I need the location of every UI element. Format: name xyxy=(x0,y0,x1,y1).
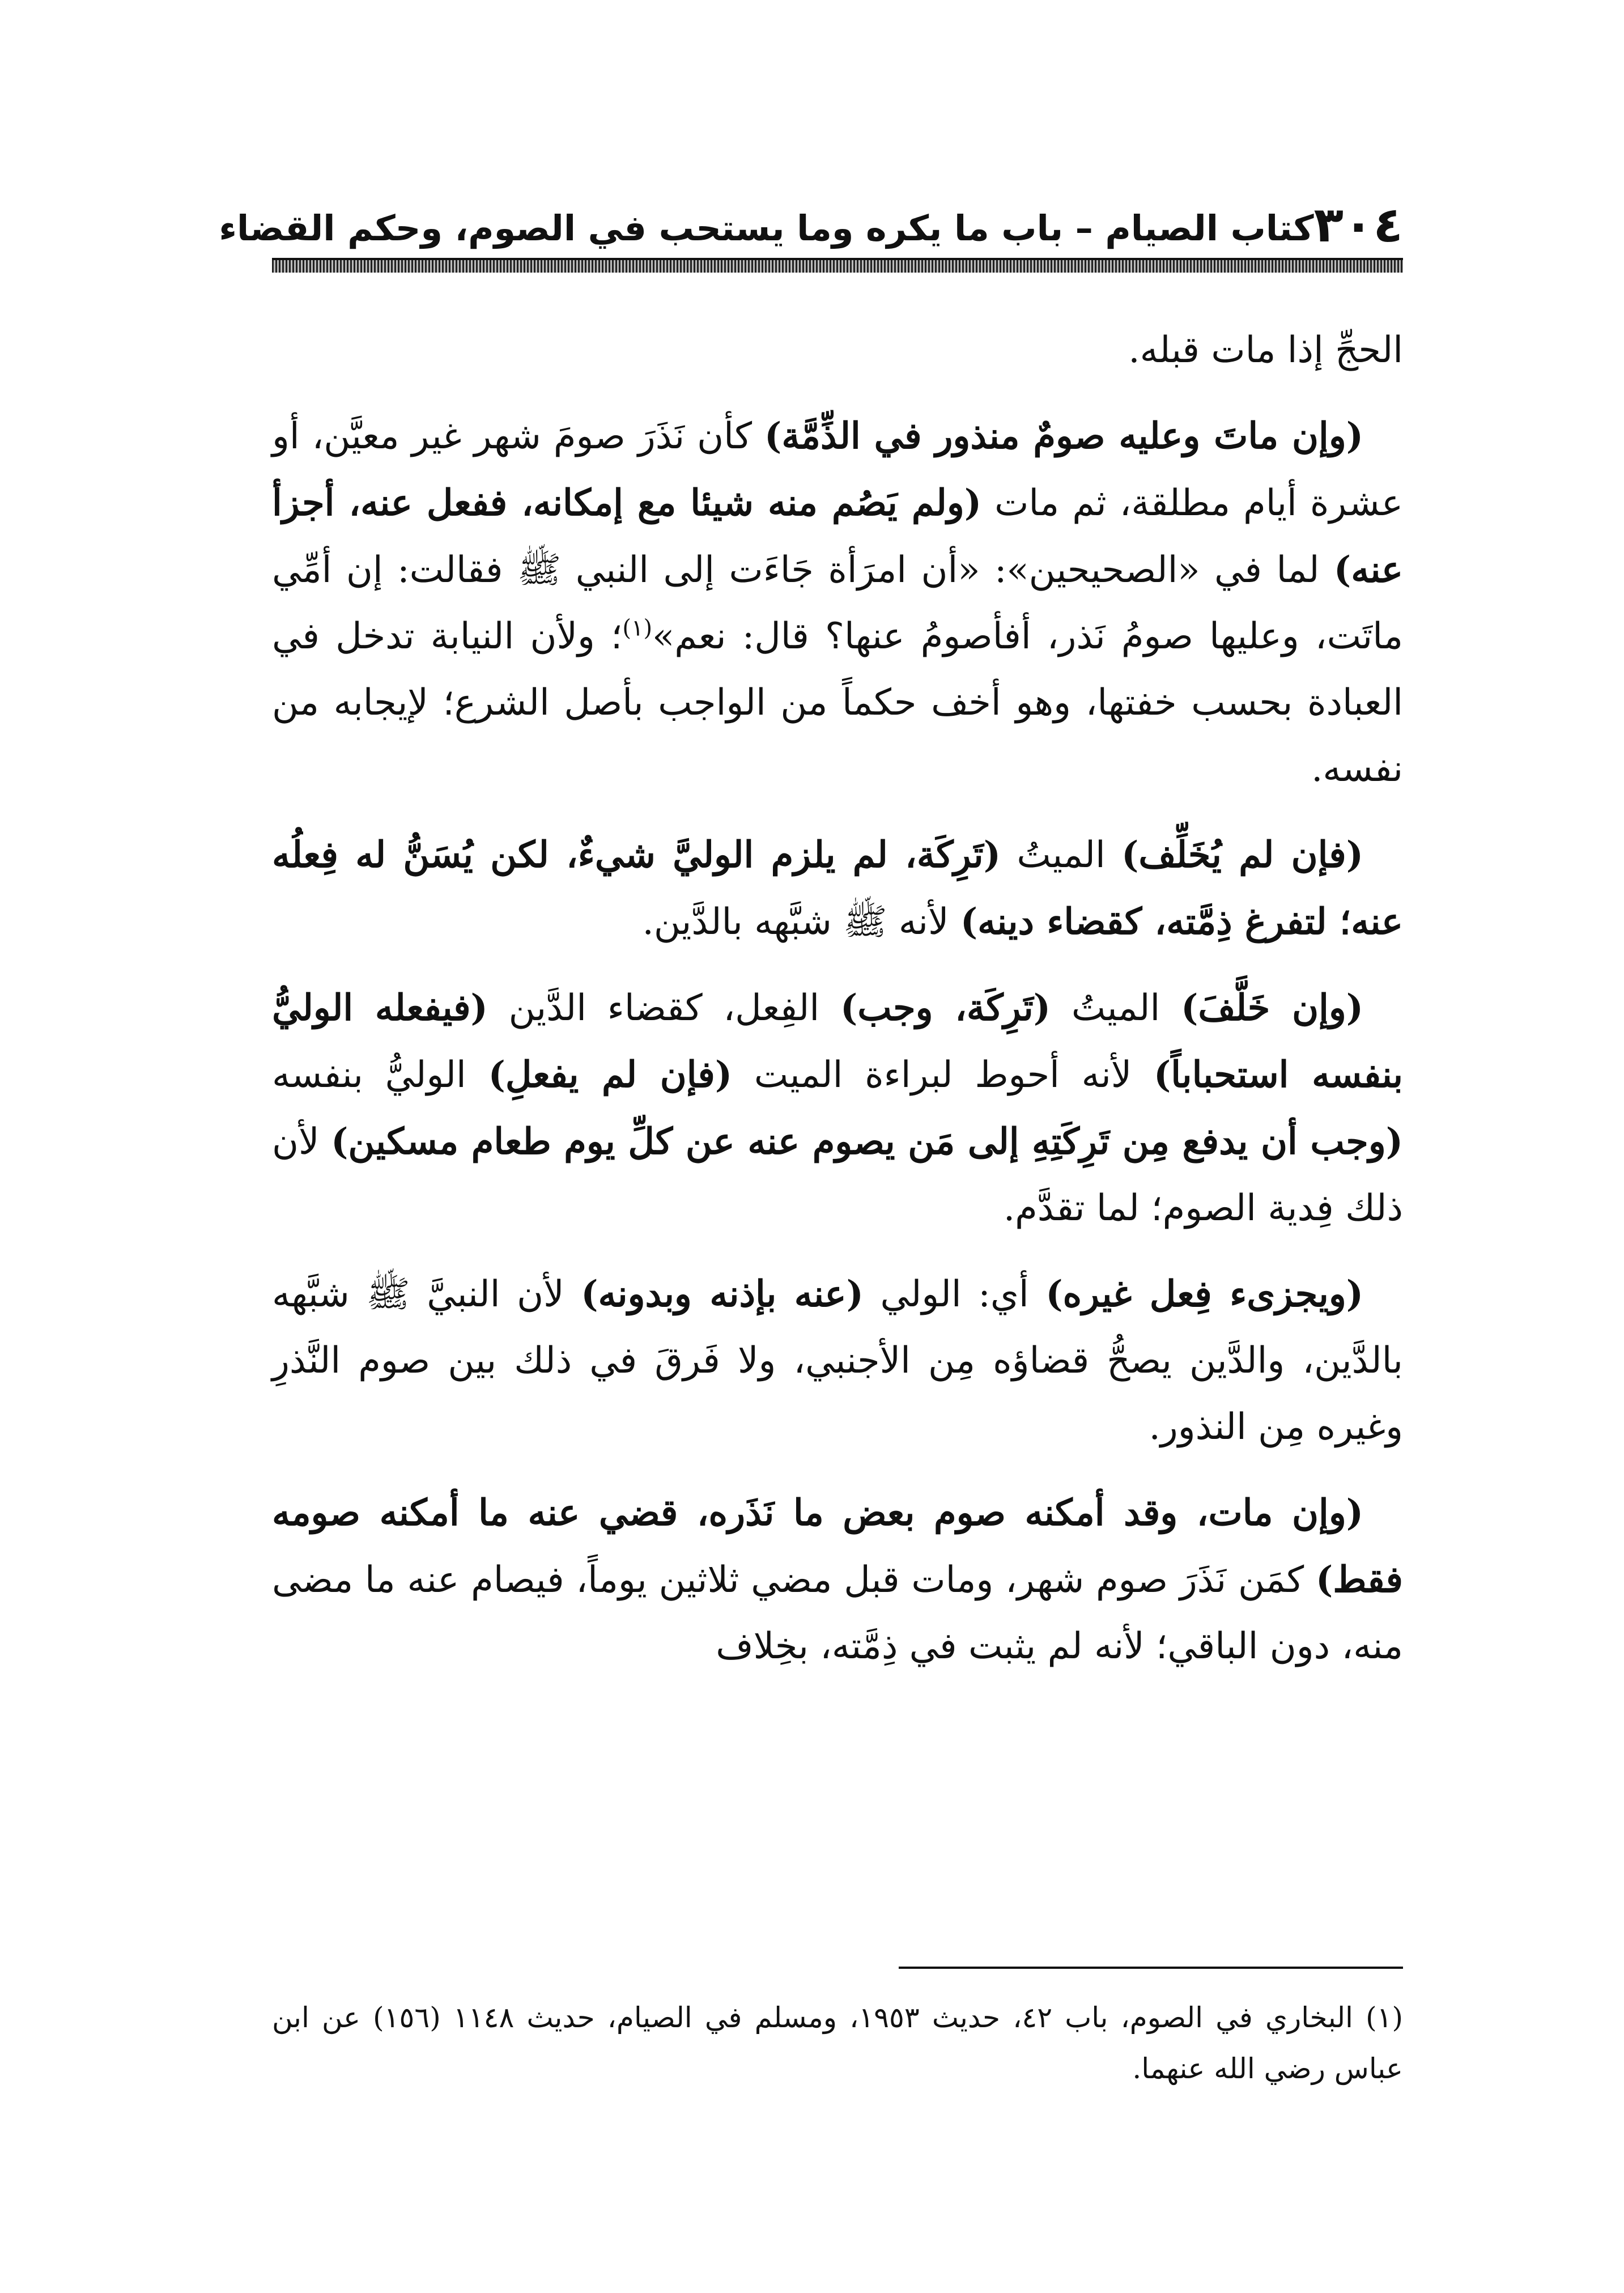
text-segment: الميتُ xyxy=(1051,987,1181,1029)
footnote-text: (١) البخاري في الصوم، باب ٤٢، حديث ١٩٥٣، ومسلم في الصيام، حديث ١١٤٨ (١٥٦) عن ابن عباس رضي الله عنهما. xyxy=(272,2001,1403,2085)
text-segment-bold: (فإن لم يُخَلِّف) xyxy=(1121,834,1363,876)
text-segment: ؛ ولأن النيابة تدخل في العبادة بحسب خفتها، وهو أخف حكماً من الواجب بأصل الشرع؛ لإيجابه من نفسه. xyxy=(272,615,1404,790)
text-segment: أي: الولي xyxy=(863,1273,1046,1315)
text-segment-bold: (تَرِكَة، وجب) xyxy=(840,987,1051,1029)
text-segment: كمَن نَذَرَ صوم شهر، ومات قبل مضي ثلاثين يوماً، فيصام عنه ما مضى منه، دون الباقي؛ لأنه لم يثبت في ذِمَّته، بخِلاف xyxy=(272,1559,1403,1667)
text-segment-bold: (وإن خَلَّفَ) xyxy=(1181,987,1364,1029)
text-segment-bold: (ولم يَصُم منه شيئا مع إمكانه، ففعل عنه، أجزأ عنه) xyxy=(272,482,1403,591)
text-segment: لأنه أحوط لبراءة الميت xyxy=(732,1054,1154,1096)
text-segment: كأن نَذَرَ صومَ شهر غير معيَّن، أو عشرة أيام مطلقة، ثم مات xyxy=(272,415,1403,524)
text-segment: لما في «الصحيحين»: «أن امرَأة جَاءَت إلى النبي ﷺ فقالت: إن أمِّي ماتَت، وعليها صومُ نَذر، أفأصومُ عنها؟ قال: نعم» xyxy=(272,549,1404,657)
page-number: ٣٠٤ xyxy=(1313,197,1403,253)
paragraph xyxy=(272,1261,1403,1460)
text-segment: الحجِّ إذا مات قبله. xyxy=(1128,329,1403,371)
paragraph xyxy=(272,403,1403,802)
text-segment-bold: (فيفعله الوليُّ بنفسه استحباباً) xyxy=(272,987,1404,1096)
text-segment: لأن النبيَّ ﷺ شبَّهه بالدَّين، والدَّين يصحُّ قضاؤه مِن الأجنبي، ولا فَرقَ في ذلك بين صوم النَّذرِ وغيره مِن النذور. xyxy=(272,1273,1403,1448)
paragraph xyxy=(272,1480,1403,1680)
text-segment: لأنه ﷺ شبَّهه بالدَّين. xyxy=(642,901,960,943)
paragraph xyxy=(272,975,1403,1242)
text-segment-bold: (تَرِكَة، لم يلزم الوليَّ شيءٌ، لكن يُسَنُّ له فِعلُه عنه؛ لتفرغ ذِمَّته، كقضاء دينه) xyxy=(272,834,1403,943)
text-segment: الفِعل، كقضاء الدَّين xyxy=(487,987,840,1029)
running-header-title: كتاب الصيام – باب ما يكره وما يستحب في الصوم، وحكم القضاء xyxy=(219,207,1314,249)
footnote-divider xyxy=(899,1967,1403,1969)
text-segment-bold: (وإن مات، وقد أمكنه صوم بعض ما نَذَره، قضي عنه ما أمكنه صومه فقط) xyxy=(272,1492,1403,1601)
running-header xyxy=(219,187,1403,253)
text-segment-bold: (وإن ماتَ وعليه صومٌ منذور في الذِّمَّة) xyxy=(764,415,1364,457)
text-segment-bold: (عنه بإذنه وبدونه) xyxy=(581,1273,864,1315)
text-segment: الوليُّ بنفسه xyxy=(272,1054,488,1096)
text-segment: لأن ذلك فِدية الصوم؛ لما تقدَّم. xyxy=(272,1121,1403,1229)
text-segment-bold: (وجب أن يدفع مِن تَرِكَتِهِ إلى مَن يصوم عنه عن كلِّ يوم طعام مسكين) xyxy=(331,1120,1404,1163)
main-text xyxy=(272,317,1403,1699)
text-segment-bold: (فإن لم يفعلِ) xyxy=(488,1054,733,1096)
footnote xyxy=(272,1992,1403,2094)
footnotes xyxy=(272,1992,1403,2094)
footnote-reference[interactable]: (١) xyxy=(622,615,653,642)
paragraph xyxy=(272,822,1403,956)
header-divider xyxy=(272,258,1403,273)
text-segment-bold: (ويجزىء فِعل غيره) xyxy=(1045,1273,1364,1315)
text-segment: الميتُ xyxy=(1001,834,1122,876)
paragraph xyxy=(272,317,1403,384)
